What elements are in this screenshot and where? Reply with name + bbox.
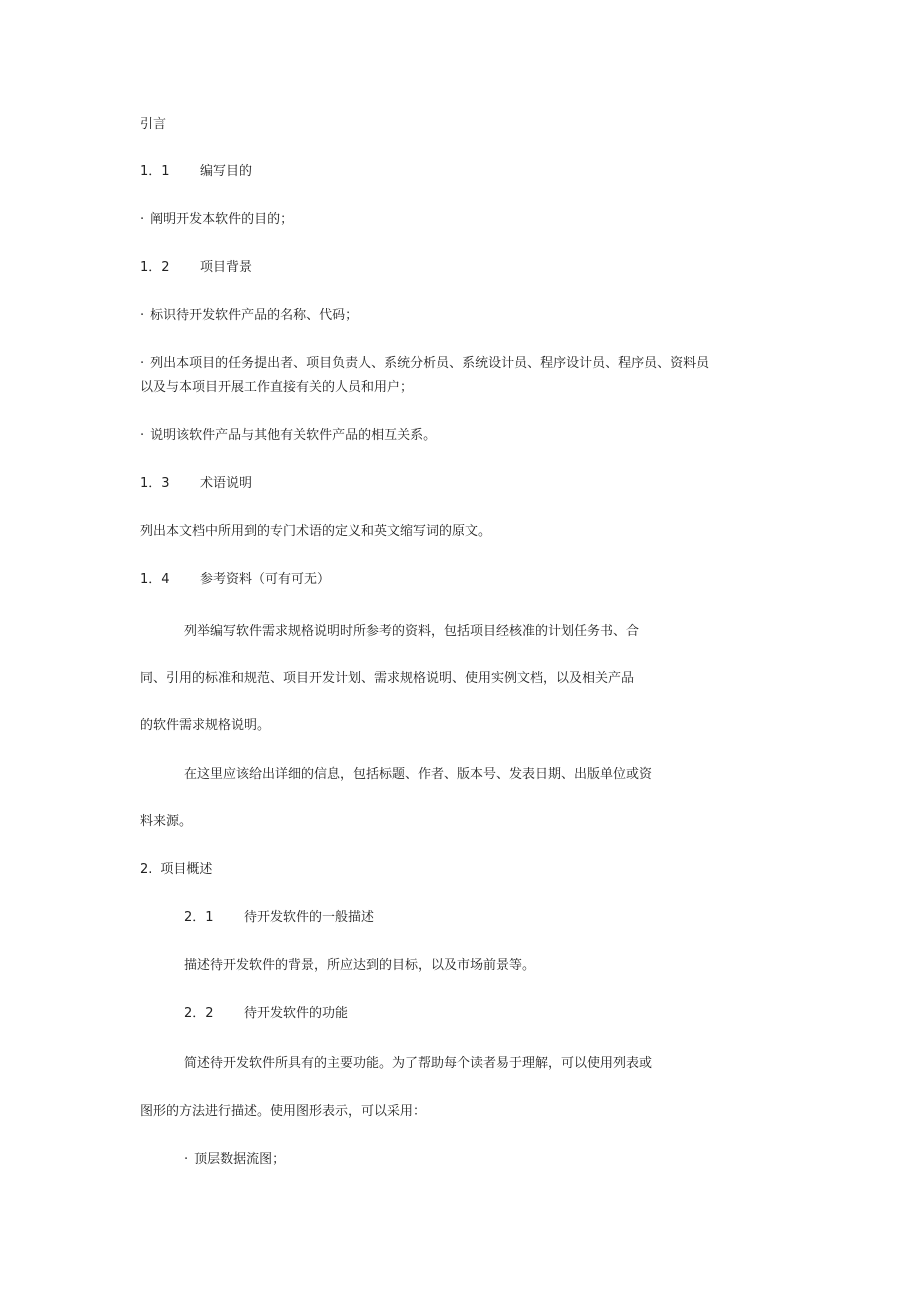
section-number: 2. <box>140 862 153 877</box>
section-number: 1．2 <box>140 260 170 275</box>
bullet-item <box>140 211 293 229</box>
bullet-icon: · <box>140 212 145 227</box>
paragraph-line: 简述待开发软件所具有的主要功能。为了帮助每个读者易于理解，可以使用列表或 <box>184 1056 653 1071</box>
section-1-3-heading <box>140 475 252 493</box>
section-number: 2．2 <box>184 1006 214 1021</box>
bullet-item <box>140 355 709 373</box>
bullet-icon: · <box>140 308 145 323</box>
section-title: 编写目的 <box>200 164 253 179</box>
section-1-4-heading <box>140 571 330 589</box>
bullet-continuation: 以及与本项目开展工作直接有关的人员和用户； <box>140 380 414 395</box>
paragraph-line: 的软件需求规格说明。 <box>140 718 271 733</box>
paragraph-line: 在这里应该给出详细的信息，包括标题、作者、版本号、发表日期、出版单位或资 <box>184 767 653 782</box>
section-2-heading <box>140 861 212 879</box>
paragraph-line: 图形的方法进行描述。使用图形表示，可以采用： <box>140 1104 427 1119</box>
section-1-2-heading <box>140 259 252 277</box>
bullet-item <box>140 427 436 445</box>
section-title: 项目概述 <box>160 862 213 877</box>
bullet-text: 阐明开发本软件的目的； <box>150 212 294 227</box>
section-1-1-heading <box>140 163 252 181</box>
bullet-item <box>140 307 358 325</box>
bullet-text: 标识待开发软件产品的名称、代码； <box>150 308 359 323</box>
bullet-text: 顶层数据流图； <box>194 1152 286 1167</box>
section-number: 1．3 <box>140 476 170 491</box>
intro-heading: 引言 <box>140 117 167 132</box>
section-title: 待开发软件的一般描述 <box>244 910 375 925</box>
section-2-2-heading <box>184 1005 348 1023</box>
paragraph: 描述待开发软件的背景，所应达到的目标，以及市场前景等。 <box>184 958 536 973</box>
section-2-1-heading <box>184 909 374 927</box>
bullet-item <box>184 1151 285 1169</box>
paragraph: 列出本文档中所用到的专门术语的定义和英文缩写词的原文。 <box>140 524 492 539</box>
section-number: 1．1 <box>140 164 170 179</box>
bullet-icon: · <box>140 356 145 371</box>
section-title: 项目背景 <box>200 260 253 275</box>
section-number: 2．1 <box>184 910 214 925</box>
bullet-text: 列出本项目的任务提出者、项目负责人、系统分析员、系统设计员、程序设计员、程序员、资料员 <box>150 356 710 371</box>
section-title: 参考资料（可有可无） <box>200 572 331 587</box>
section-title: 待开发软件的功能 <box>244 1006 349 1021</box>
bullet-text: 说明该软件产品与其他有关软件产品的相互关系。 <box>150 428 437 443</box>
bullet-icon: · <box>184 1152 189 1167</box>
paragraph-line: 同、引用的标准和规范、项目开发计划、需求规格说明、使用实例文档，以及相关产品 <box>140 671 635 686</box>
paragraph-line: 列举编写软件需求规格说明时所参考的资料，包括项目经核准的计划任务书、合 <box>184 624 640 639</box>
bullet-icon: · <box>140 428 145 443</box>
paragraph-line: 料来源。 <box>140 814 193 829</box>
section-title: 术语说明 <box>200 476 253 491</box>
section-number: 1．4 <box>140 572 170 587</box>
